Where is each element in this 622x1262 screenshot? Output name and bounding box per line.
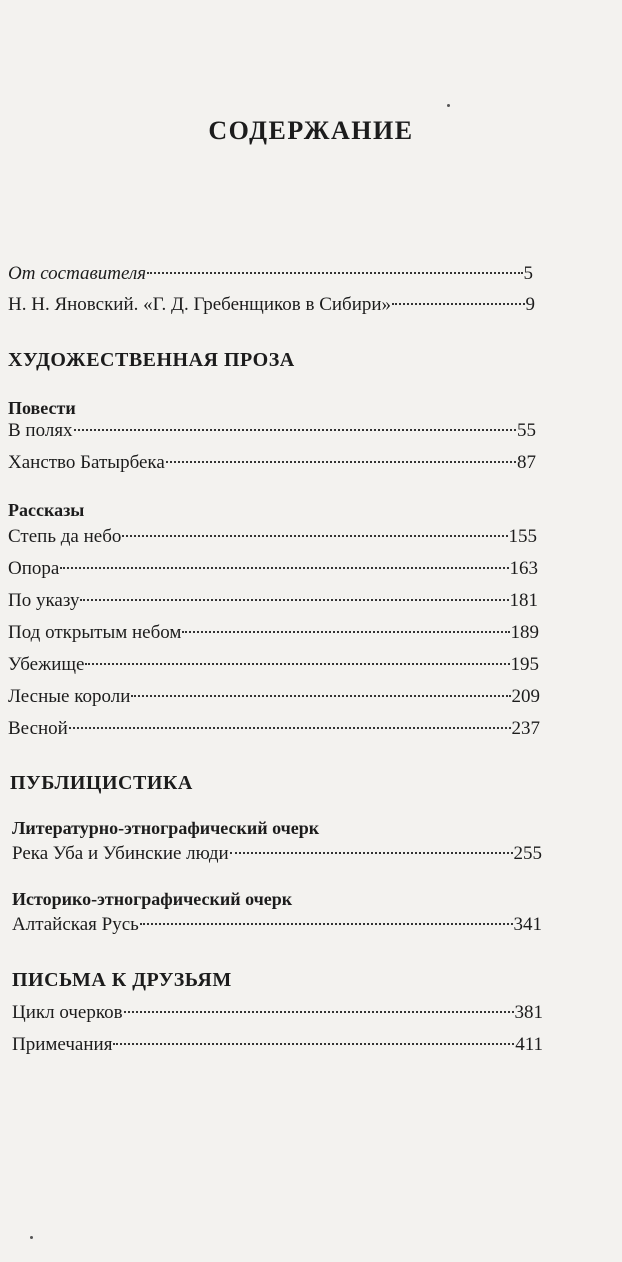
entry-page: 9 — [525, 294, 535, 315]
dot-leader — [230, 852, 513, 854]
entry-page: 55 — [517, 420, 536, 441]
dot-leader — [122, 535, 507, 537]
entry-page: 209 — [511, 686, 540, 707]
toc-entry[interactable] — [8, 558, 538, 586]
entry-title: Опора — [8, 558, 60, 579]
dot-leader — [74, 429, 516, 431]
section-heading-prose: ХУДОЖЕСТВЕННАЯ ПРОЗА — [8, 349, 295, 371]
toc-entry-yanovsky[interactable] — [8, 294, 535, 322]
toc-entry[interactable] — [8, 526, 537, 554]
entry-title: Алтайская Русь — [12, 914, 139, 935]
toc-entry[interactable] — [12, 1034, 543, 1062]
toc-entry[interactable] — [8, 452, 536, 480]
subheading-povesti: Повести — [8, 398, 76, 418]
entry-page: 87 — [517, 452, 536, 473]
section-heading-letters: ПИСЬМА К ДРУЗЬЯМ — [12, 969, 232, 991]
page-title: СОДЕРЖАНИЕ — [208, 116, 414, 145]
toc-entry[interactable] — [8, 654, 539, 682]
entry-title: В полях — [8, 420, 73, 441]
section-heading-publicism: ПУБЛИЦИСТИКА — [10, 772, 193, 794]
entry-title: Степь да небо — [8, 526, 122, 547]
entry-title: Под открытым небом — [8, 622, 182, 643]
toc-entry[interactable] — [8, 590, 538, 618]
toc-entry-from-compiler[interactable] — [8, 263, 533, 291]
entry-title: Весной — [8, 718, 68, 739]
entry-page: 181 — [509, 590, 538, 611]
entry-page: 255 — [513, 843, 542, 864]
subheading-rasskazy: Рассказы — [8, 500, 85, 520]
dot-leader — [113, 1043, 514, 1045]
entry-title: Лесные короли — [8, 686, 131, 707]
entry-page: 155 — [508, 526, 537, 547]
entry-page: 411 — [515, 1034, 543, 1055]
dot-leader — [60, 567, 508, 569]
dot-leader — [166, 461, 516, 463]
entry-title: Ханство Батырбека — [8, 452, 165, 473]
dot-leader — [69, 727, 511, 729]
dot-leader — [392, 303, 524, 305]
toc-entry[interactable] — [8, 420, 536, 448]
dot-leader — [140, 923, 513, 925]
dot-leader — [124, 1011, 514, 1013]
toc-entry[interactable] — [12, 1002, 543, 1030]
dot-leader — [80, 599, 508, 601]
dot-leader — [131, 695, 510, 697]
entry-page: 237 — [511, 718, 540, 739]
entry-page: 195 — [510, 654, 539, 675]
entry-page: 341 — [513, 914, 542, 935]
dot-leader — [147, 272, 522, 274]
subheading-lit-essay: Литературно-этнографический очерк — [12, 818, 320, 838]
entry-page: 5 — [523, 263, 533, 284]
entry-title: От составителя — [8, 263, 147, 284]
entry-title: Убежище — [8, 654, 85, 675]
entry-page: 381 — [514, 1002, 543, 1023]
entry-title: Н. Н. Яновский. «Г. Д. Гребенщиков в Сибири» — [8, 294, 392, 315]
dot-leader — [182, 631, 509, 633]
toc-entry[interactable] — [8, 718, 540, 746]
entry-page: 189 — [510, 622, 539, 643]
toc-entry[interactable] — [8, 622, 539, 650]
scan-speck — [447, 104, 450, 107]
toc-entry[interactable] — [12, 843, 542, 871]
entry-page: 163 — [509, 558, 538, 579]
toc-entry[interactable] — [12, 914, 542, 942]
entry-title: Примечания — [12, 1034, 113, 1055]
entry-title: Река Уба и Убинские люди — [12, 843, 229, 864]
entry-title: По указу — [8, 590, 80, 611]
scan-speck — [30, 1236, 33, 1239]
toc-entry[interactable] — [8, 686, 540, 714]
subheading-hist-essay: Историко-этнографический очерк — [12, 889, 293, 909]
dot-leader — [85, 663, 509, 665]
entry-title: Цикл очерков — [12, 1002, 123, 1023]
